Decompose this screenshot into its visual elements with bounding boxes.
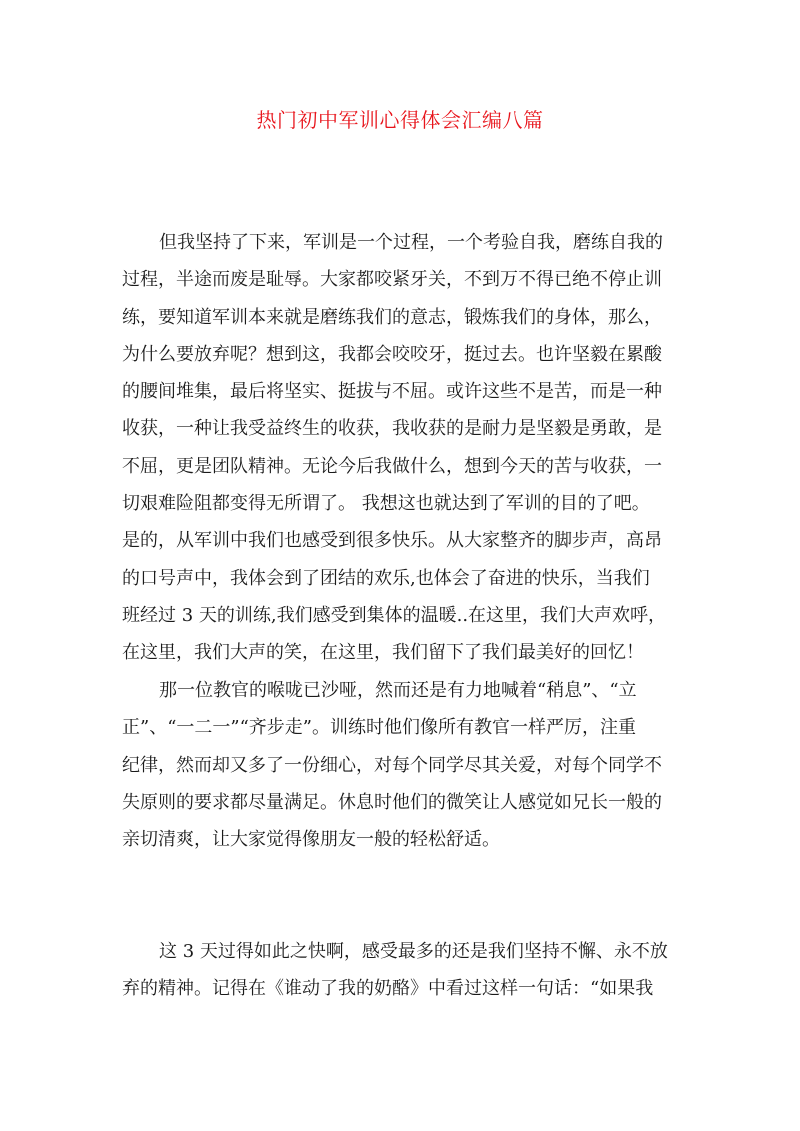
- text-line: 为什么要放弃呢？想到这，我都会咬咬牙，挺过去。也许坚毅在累酸: [122, 343, 662, 365]
- text-line: 那一位教官的喉咙已沙哑，然而还是有力地喊着“稍息”、“立: [159, 680, 637, 701]
- paragraph-1: [122, 224, 682, 672]
- text-line: 切艰难险阻都变得无所谓了。 我想这也就达到了军训的目的了吧。: [122, 493, 650, 515]
- paragraph-3: [122, 933, 682, 1008]
- text-line: 失原则的要求都尽量满足。休息时他们的微笑让人感觉如兄长一般的: [122, 791, 662, 813]
- text-line: 收获，一种让我受益终生的收获，我收获的是耐力是坚毅是勇敢，是: [122, 418, 662, 440]
- text-line: 纪律，然而却又多了一份细心，对每个同学尽其关爱，对每个同学不: [122, 754, 662, 776]
- text-line: 这 3 天过得如此之快啊，感受最多的还是我们坚持不懈、永不放: [159, 941, 668, 962]
- text-line: 正”、“一二一”“齐步走”。训练时他们像所有教官一样严厉，注重: [122, 717, 637, 739]
- text-line: 练，要知道军训本来就是磨练我们的意志，锻炼我们的身体，那么，: [122, 306, 662, 328]
- text-line: 的口号声中，我体会到了团结的欢乐,也体会了奋进的快乐，当我们: [122, 567, 650, 589]
- text-line: 弃的精神。记得在《谁动了我的奶酪》中看过这样一句话：“如果我: [122, 978, 654, 1000]
- text-line: 亲切清爽，让大家觉得像朋友一般的轻松舒适。: [122, 829, 500, 851]
- text-line: 的腰间堆集，最后将坚实、挺拔与不屈。或许这些不是苦，而是一种: [122, 381, 662, 403]
- text-line: 过程，半途而废是耻辱。大家都咬紧牙关，不到万不得已绝不停止训: [122, 269, 662, 291]
- paragraph-2: [122, 672, 682, 858]
- text-line: 在这里，我们大声的笑，在这里，我们留下了我们最美好的回忆！: [122, 642, 644, 664]
- text-line: 班经过 3 天的训练,我们感受到集体的温暖..在这里，我们大声欢呼，: [122, 604, 667, 626]
- text-line: 不屈，更是团队精神。无论今后我做什么，想到今天的苦与收获，一: [122, 455, 662, 477]
- text-line: 是的，从军训中我们也感受到很多快乐。从大家整齐的脚步声，高昂: [122, 530, 662, 552]
- text-line: 但我坚持了下来，军训是一个过程，一个考验自我，磨练自我的: [159, 232, 663, 253]
- document-title: 热门初中军训心得体会汇编八篇: [256, 108, 544, 132]
